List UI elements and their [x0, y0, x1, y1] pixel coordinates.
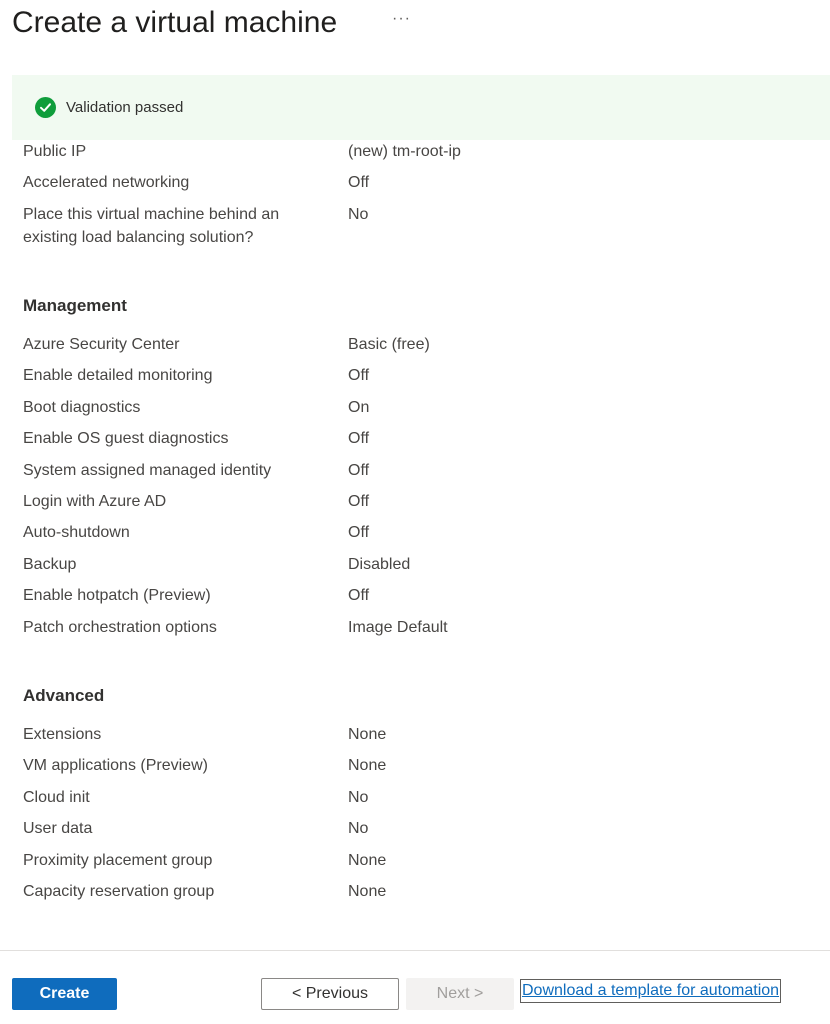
row-label: Extensions	[23, 726, 102, 743]
summary-row	[23, 427, 823, 458]
row-label: Azure Security Center	[23, 336, 180, 353]
row-label: Public IP	[23, 143, 87, 160]
row-label: Proximity placement group	[23, 851, 213, 869]
summary-row	[23, 490, 823, 521]
row-value: Off	[348, 367, 370, 385]
row-value: Off	[348, 492, 370, 510]
create-button[interactable]: Create	[12, 978, 117, 1010]
row-value: None	[348, 726, 387, 743]
next-button[interactable]: Next >	[406, 978, 514, 1010]
row-label: Patch orchestration options	[23, 618, 217, 636]
row-value: No	[348, 820, 369, 838]
row-label: Boot diagnostics	[23, 398, 141, 416]
row-label: Enable hotpatch (Preview)	[23, 587, 211, 605]
more-options-icon[interactable]: ···	[392, 10, 411, 27]
row-label: Login with Azure AD	[23, 492, 167, 510]
row-label: Enable OS guest diagnostics	[23, 430, 229, 448]
summary-row	[23, 171, 823, 203]
summary-row	[23, 754, 823, 785]
section-title-management: Management	[23, 296, 127, 315]
row-label: User data	[23, 820, 93, 838]
summary-row	[23, 584, 823, 615]
row-label: Capacity reservation group	[23, 882, 215, 900]
summary-row	[23, 880, 823, 911]
row-value: Off	[348, 524, 370, 542]
summary-row	[23, 849, 823, 880]
summary-row	[23, 521, 823, 552]
summary-row	[23, 786, 823, 817]
advanced-section	[23, 684, 823, 911]
summary-row	[23, 364, 823, 395]
summary-row	[23, 396, 823, 427]
row-value: (new) tm-root-ip	[348, 143, 461, 160]
summary-row	[23, 203, 823, 249]
row-value: Image Default	[348, 618, 448, 636]
row-value: No	[348, 788, 369, 806]
row-label: Auto-shutdown	[23, 524, 130, 542]
row-value: Basic (free)	[348, 336, 430, 353]
row-value: None	[348, 757, 387, 775]
download-template-link[interactable]: Download a template for automation	[520, 979, 781, 1003]
management-section	[23, 294, 823, 647]
summary-row	[23, 723, 823, 754]
row-value: None	[348, 851, 387, 869]
row-value: Off	[348, 430, 370, 448]
row-label: Backup	[23, 555, 77, 573]
row-value: On	[348, 398, 370, 416]
summary-row	[23, 333, 823, 364]
summary-row	[23, 616, 823, 647]
row-label: Enable detailed monitoring	[23, 367, 213, 385]
row-label	[23, 203, 348, 249]
row-value: Off	[348, 461, 370, 479]
row-label: VM applications (Preview)	[23, 757, 208, 775]
row-value: None	[348, 882, 387, 900]
row-label: Accelerated networking	[23, 174, 190, 191]
row-value: Off	[348, 587, 370, 605]
checkmark-circle-icon	[35, 97, 56, 118]
previous-button[interactable]: < Previous	[261, 978, 399, 1010]
validation-message: Validation passed	[66, 99, 184, 116]
row-value: No	[348, 206, 369, 223]
validation-banner	[12, 75, 830, 140]
page-title: Create a virtual machine	[12, 6, 338, 39]
networking-section	[23, 140, 823, 249]
summary-row	[23, 140, 823, 171]
summary-row	[23, 553, 823, 584]
section-title-advanced: Advanced	[23, 686, 105, 705]
footer-divider	[0, 950, 830, 951]
summary-row	[23, 817, 823, 848]
row-label: System assigned managed identity	[23, 461, 272, 479]
row-label: Cloud init	[23, 788, 90, 806]
summary-row	[23, 459, 823, 490]
row-value: Disabled	[348, 555, 411, 573]
row-label-line: existing load balancing solution?	[23, 229, 254, 246]
row-value: Off	[348, 174, 370, 191]
row-label-line: Place this virtual machine behind an	[23, 206, 280, 223]
